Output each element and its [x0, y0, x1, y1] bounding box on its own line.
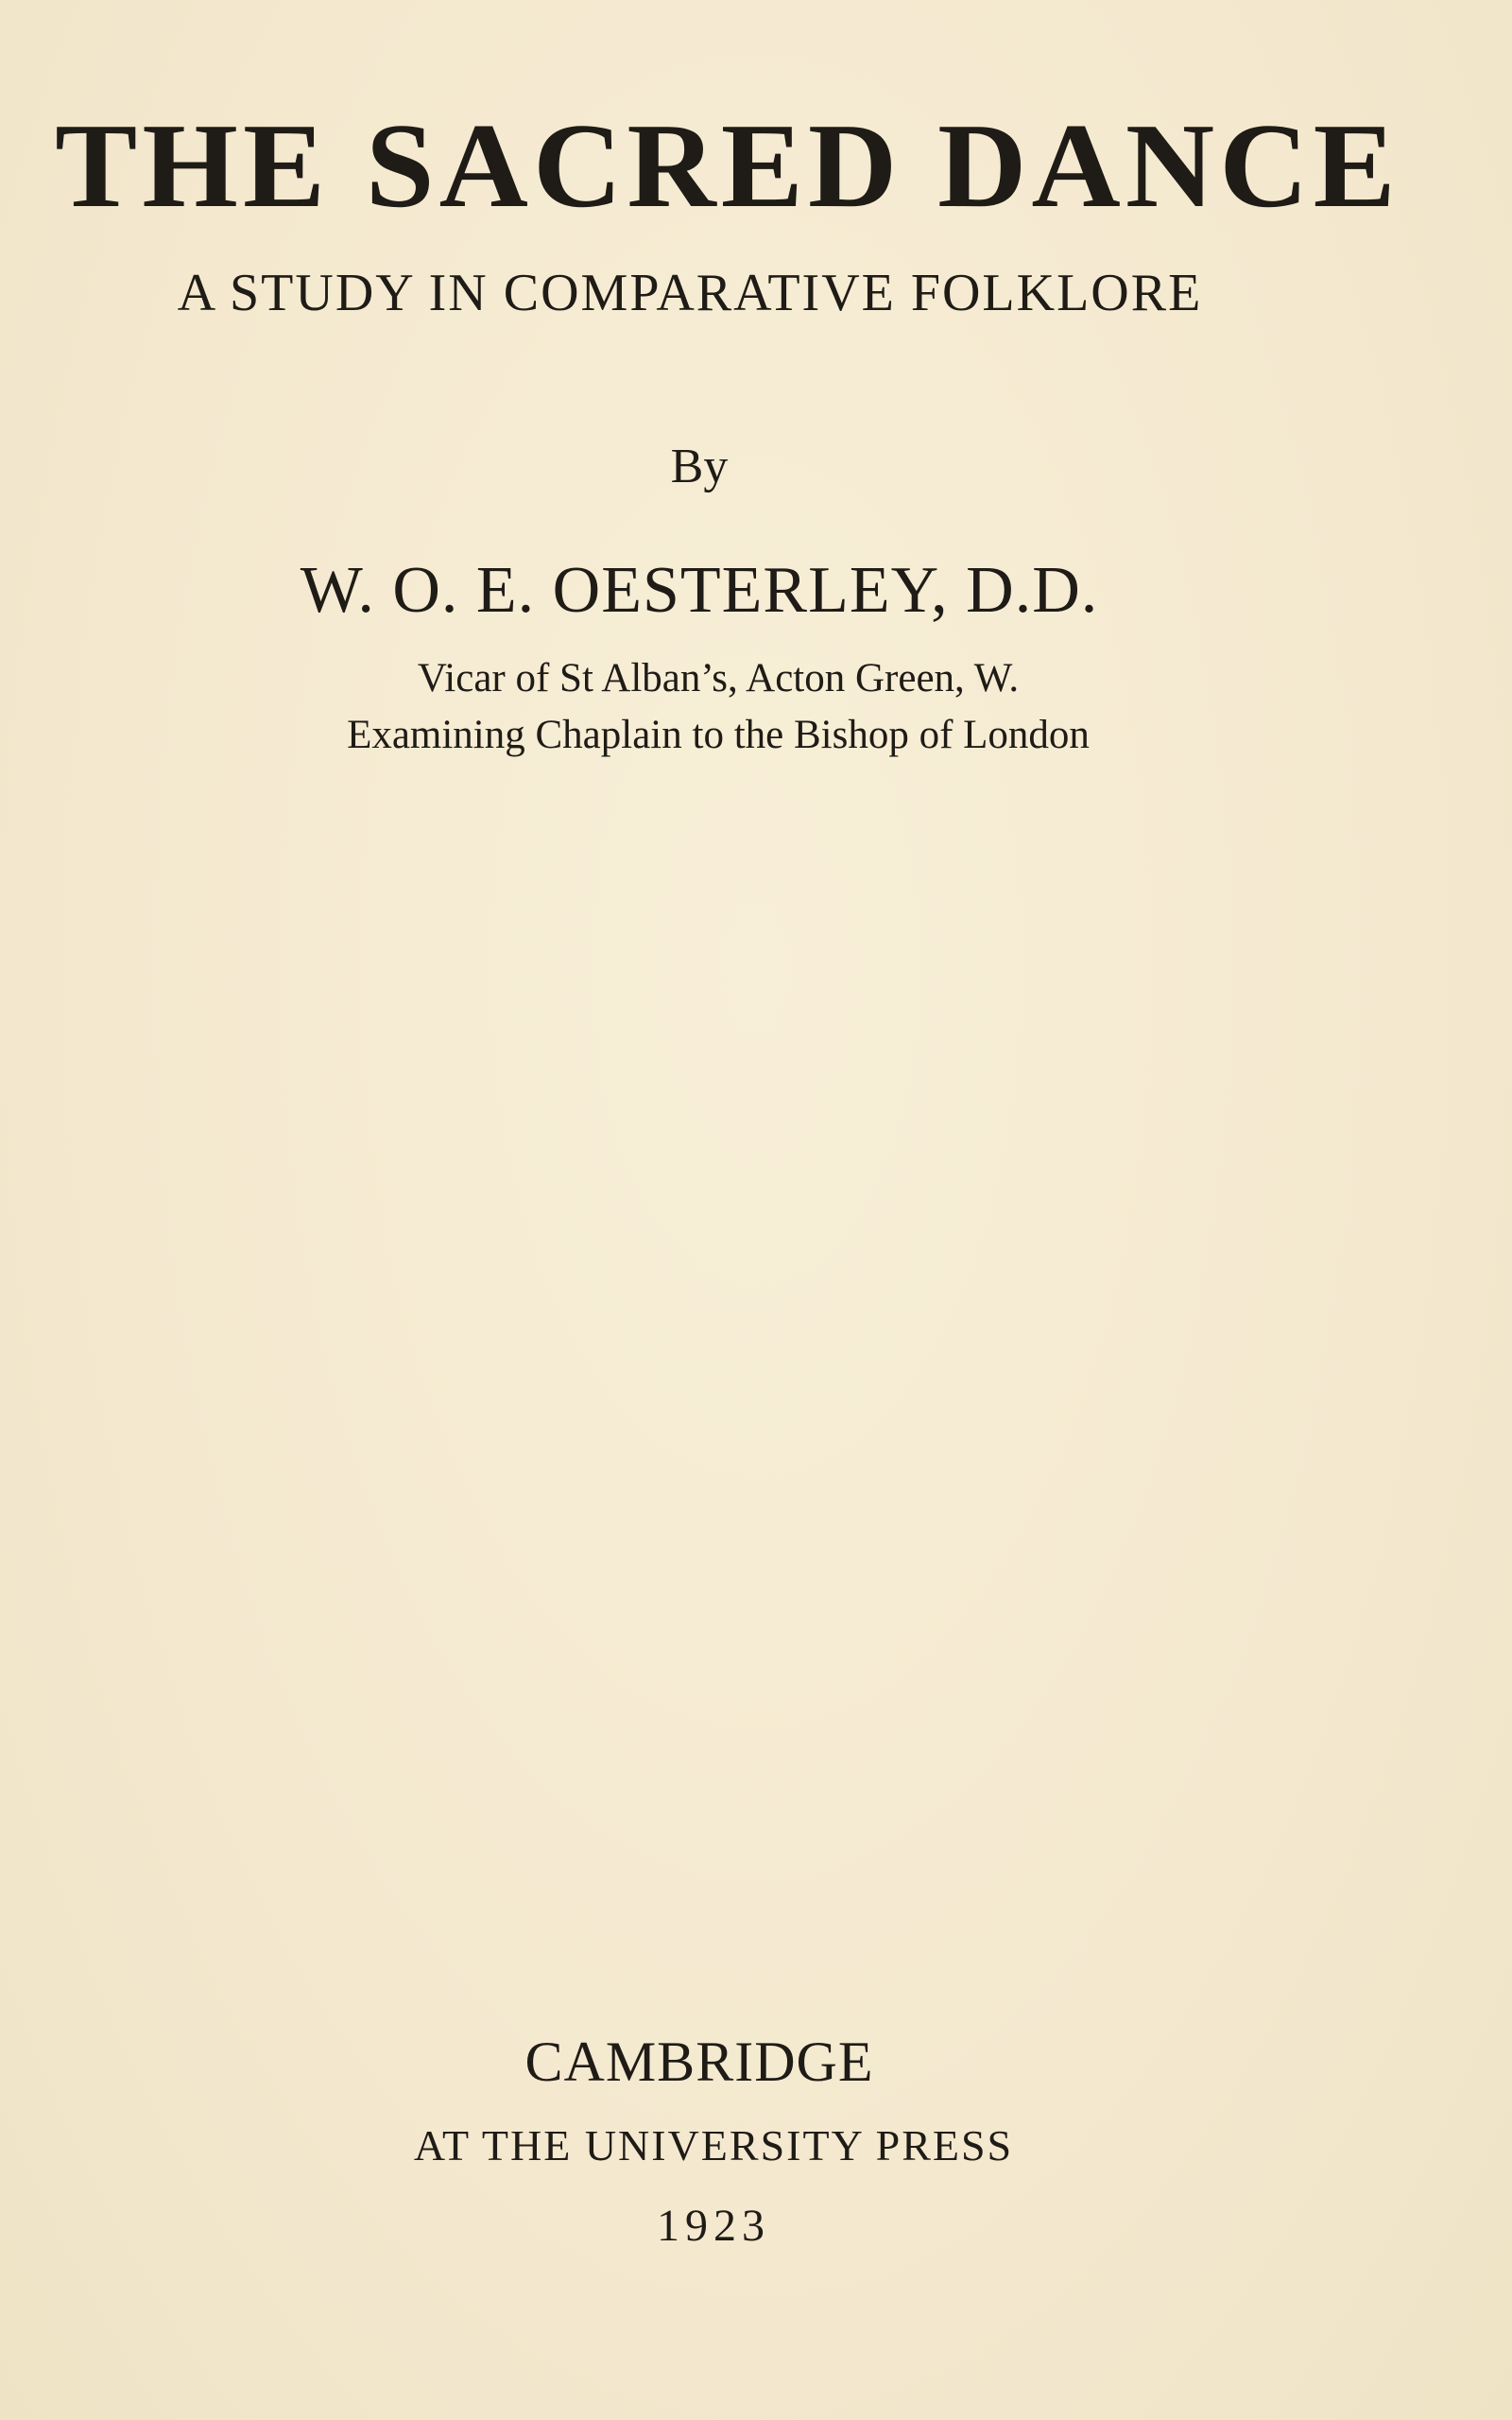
book-title: THE SACRED DANCE [55, 98, 1400, 233]
author-role: Examining Chaplain to the Bishop of London [347, 713, 1090, 757]
imprint-year: 1923 [657, 2201, 770, 2251]
author-role: Vicar of St Alban’s, Acton Green, W. [417, 656, 1020, 700]
imprint-city: CAMBRIDGE [524, 2031, 874, 2093]
imprint-publisher: AT THE UNIVERSITY PRESS [413, 2121, 1014, 2169]
author-name: W. O. E. OESTERLEY, D.D. [300, 554, 1099, 627]
byline: By [670, 440, 729, 493]
book-subtitle: A STUDY IN COMPARATIVE FOLKLORE [177, 264, 1203, 322]
